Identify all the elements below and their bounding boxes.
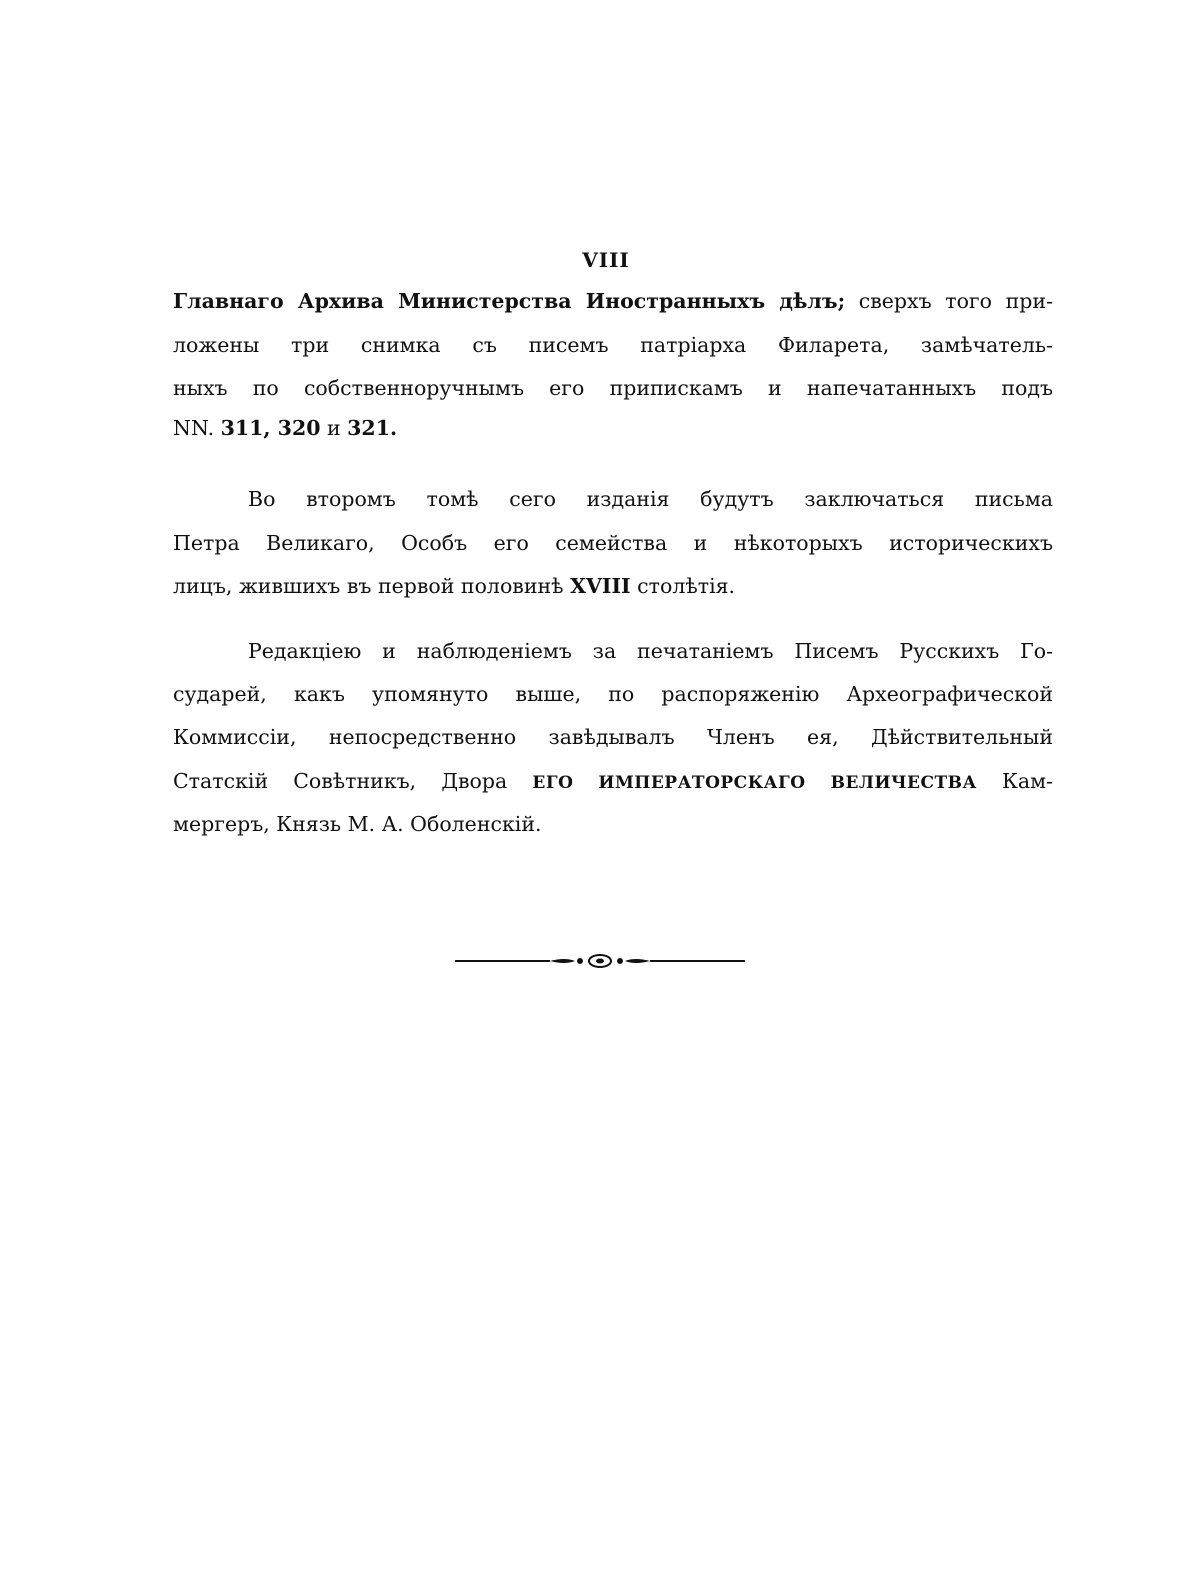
numbers-prefix: NN. xyxy=(173,416,221,440)
paragraph-3-line-3: Коммиссіи, непосредственно завѣдывалъ Членъ ея, Дѣйствительный xyxy=(173,725,1053,749)
paragraph-1-line-1 xyxy=(173,287,1053,315)
paragraph-1-line-2: ложены три снимка съ писемъ патріарха Филарета, замѣчатель- xyxy=(173,333,1053,357)
text-span: лицъ, жившихъ въ первой половинѣ xyxy=(173,574,571,598)
archive-name: Главнаго Архива Министерства Иностранныхъ дѣлъ; xyxy=(173,289,846,313)
ornamental-rule-icon xyxy=(455,950,745,972)
conjunction: и xyxy=(320,416,348,440)
paragraph-3-line-2: сударей, какъ упомянуто выше, по распоряженію Археографической xyxy=(173,682,1053,706)
page-number: VIII xyxy=(582,248,630,272)
paragraph-2-line-3 xyxy=(173,572,1053,600)
century-numeral: XVIII xyxy=(570,574,631,598)
numbers-bold: 311, 320 xyxy=(220,416,321,440)
text-span: сверхъ того при- xyxy=(845,289,1054,313)
text-span: столѣтія. xyxy=(630,574,736,598)
imperial-title: ЕГО ИМПЕРАТОРСКАГО ВЕЛИЧЕСТВА xyxy=(532,773,977,793)
paragraph-1-line-4 xyxy=(173,414,1053,442)
text-span: Статскій Совѣтникъ, Двора xyxy=(173,769,533,793)
text-span: Кам- xyxy=(976,769,1053,793)
paragraph-3-line-5: мергеръ, Князь М. А. Оболенскій. xyxy=(173,812,542,836)
paragraph-1-line-3: ныхъ по собственноручнымъ его припискамъ и напечатанныхъ подъ xyxy=(173,376,1053,400)
paragraph-2-line-1: Во второмъ томѣ сего изданія будутъ заключаться письма xyxy=(248,487,1053,511)
paragraph-2-line-2: Петра Великаго, Особъ его семейства и нѣкоторыхъ историческихъ xyxy=(173,531,1053,555)
paragraph-3-line-4 xyxy=(173,767,1053,797)
number-last: 321. xyxy=(347,416,398,440)
paragraph-3-line-1: Редакціею и наблюденіемъ за печатаніемъ Писемъ Русскихъ Го- xyxy=(248,639,1053,663)
